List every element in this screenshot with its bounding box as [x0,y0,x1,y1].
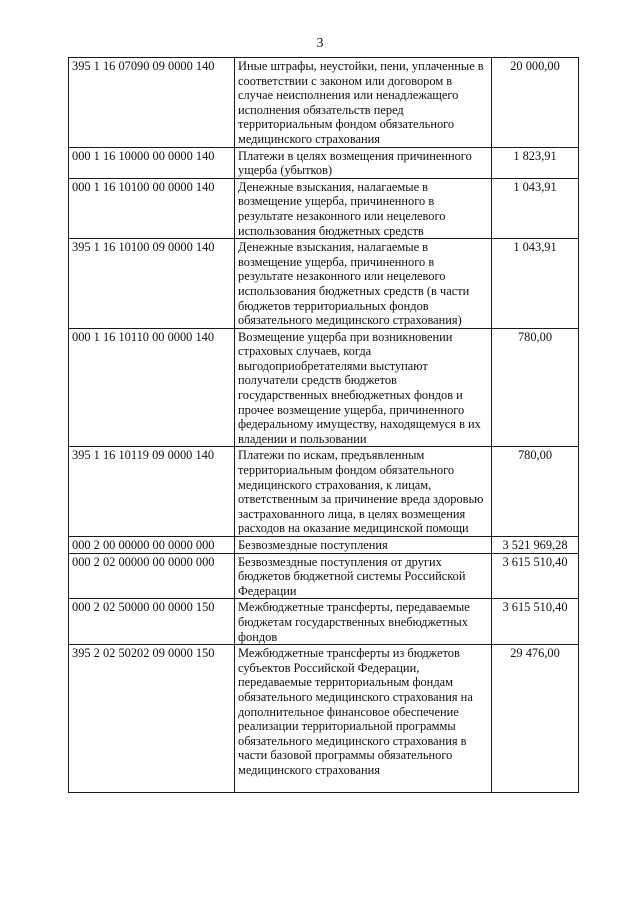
amount-cell: 780,00 [492,328,579,447]
table-row [69,599,579,645]
amount-cell: 1 043,91 [492,178,579,238]
description-cell: Платежи по искам, предъявленным территориальным фондом обязательного медицинского страхования, к лицам, ответственным за причинение вреда здоровью застрахованного лица, в целях возмещения расходов на оказание медицинской помощи [235,447,492,537]
budget-code-cell: 000 1 16 10100 00 0000 140 [69,178,235,238]
description-cell: Платежи в целях возмещения причиненного ущерба (убытков) [235,147,492,178]
amount-cell: 3 615 510,40 [492,553,579,599]
budget-code-cell: 000 1 16 10110 00 0000 140 [69,328,235,447]
description-cell: Возмещение ущерба при возникновении страховых случаев, когда выгодоприобретателями выступают получатели средств бюджетов государственных внебюджетных фондов и прочее возмещение ущерба, причиненного федеральному имуществу, находящемуся в их владении и пользовании [235,328,492,447]
budget-code-cell: 395 1 16 10100 09 0000 140 [69,239,235,329]
page-number: 3 [316,36,324,51]
table-row [69,447,579,537]
description-cell: Денежные взыскания, налагаемые в возмещение ущерба, причиненного в результате незаконного или нецелевого использования бюджетных средств (в части бюджетов территориальных фондов обязательного медицинского страхования) [235,239,492,329]
budget-code-cell: 395 1 16 07090 09 0000 140 [69,58,235,148]
table-row [69,537,579,554]
description-cell: Межбюджетные трансферты из бюджетов субъектов Российской Федерации, передаваемые территориальным фондам обязательного медицинского страхования на дополнительное финансовое обеспечение реализации территориальной программы обязательного медицинского страхования в части базовой программы обязательного медицинского страхования [235,645,492,792]
table-row [69,553,579,599]
budget-code-cell: 395 1 16 10119 09 0000 140 [69,447,235,537]
description-cell: Безвозмездные поступления [235,537,492,554]
description-cell: Иные штрафы, неустойки, пени, уплаченные в соответствии с законом или договором в случае неисполнения или ненадлежащего исполнения обязательств перед территориальным фондом обязательного медицинского страхования [235,58,492,148]
description-cell: Денежные взыскания, налагаемые в возмещение ущерба, причиненного в результате незаконного или нецелевого использования бюджетных средств [235,178,492,238]
amount-cell: 1 043,91 [492,239,579,329]
table-row [69,147,579,178]
revenue-table [68,57,579,793]
budget-code-cell: 000 2 00 00000 00 0000 000 [69,537,235,554]
table-row [69,178,579,238]
amount-cell: 3 521 969,28 [492,537,579,554]
amount-cell: 20 000,00 [492,58,579,148]
table-row [69,645,579,792]
table-row [69,58,579,148]
budget-code-cell: 395 2 02 50202 09 0000 150 [69,645,235,792]
description-cell: Межбюджетные трансферты, передаваемые бюджетам государственных внебюджетных фондов [235,599,492,645]
budget-code-cell: 000 2 02 00000 00 0000 000 [69,553,235,599]
description-cell: Безвозмездные поступления от других бюджетов бюджетной системы Российской Федерации [235,553,492,599]
amount-cell: 3 615 510,40 [492,599,579,645]
table-row [69,328,579,447]
amount-cell: 29 476,00 [492,645,579,792]
budget-code-cell: 000 1 16 10000 00 0000 140 [69,147,235,178]
table-row [69,239,579,329]
budget-code-cell: 000 2 02 50000 00 0000 150 [69,599,235,645]
amount-cell: 1 823,91 [492,147,579,178]
amount-cell: 780,00 [492,447,579,537]
